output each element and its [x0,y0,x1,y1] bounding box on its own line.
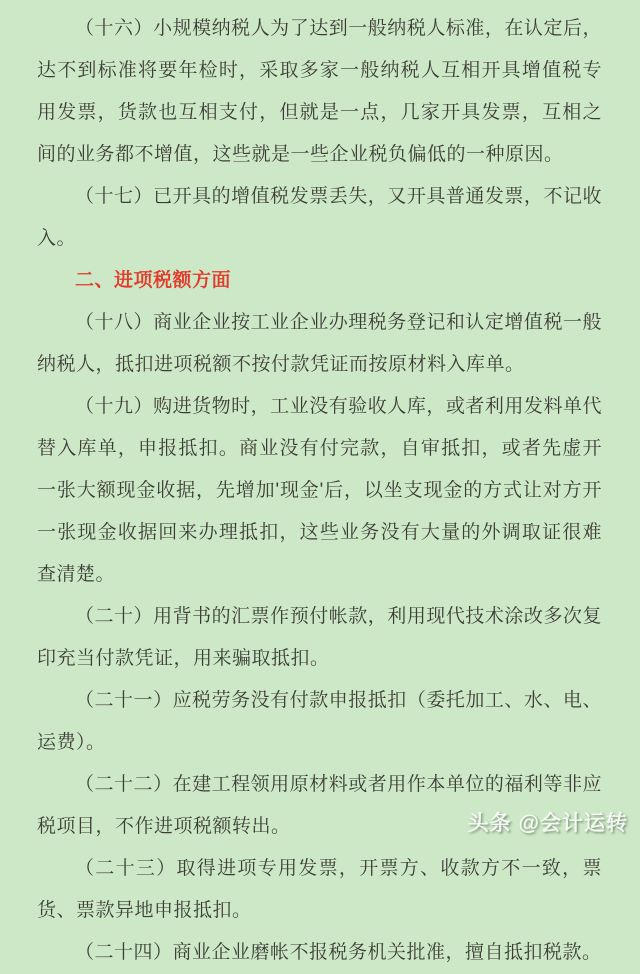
paragraph: （二十二）在建工程领用原材料或者用作本单位的福利等非应税项目，不作进项税额转出。 [37,774,602,837]
toutiao-watermark: 头条 @会计运转 [467,812,628,835]
paragraph: （二十一）应税劳务没有付款申报抵扣（委托加工、水、电、运费）。 [37,690,602,753]
paragraph: （十六）小规模纳税人为了达到一般纳税人标准，在认定后，达不到标准将要年检时，采取多家一般纳税人互相开具增值税专用发票，货款也互相支付，但就是一点，几家开具发票，互相之间的业务都不增值，这些就是一些企业税负偏低的一种原因。 [37,18,602,165]
section-heading: 二、进项税额方面 [75,270,232,291]
paragraph: （二十三）取得进项专用发票，开票方、收款方不一致，票货、票款异地申报抵扣。 [37,858,602,921]
document-body [37,8,602,974]
paragraph: （十七）已开具的增值税发票丢失，又开具普通发票，不记收入。 [37,186,602,249]
paragraph: （十八）商业企业按工业企业办理税务登记和认定增值税一般纳税人，抵扣进项税额不按付款凭证而按原材料入库单。 [37,312,602,375]
paragraph: （二十四）商业企业磨帐不报税务机关批准，擅自抵扣税款。 [75,942,602,963]
paragraph: （二十）用背书的汇票作预付帐款，利用现代技术涂改多次复印充当付款凭证，用来骗取抵扣。 [37,606,602,669]
paragraph: （十九）购进货物时，工业没有验收人库，或者利用发料单代替入库单，申报抵扣。商业没有付完款，自审抵扣，或者先虚开一张大额现金收据，先增加'现金'后，以坐支现金的方式让对方开一张现金收据回来办理抵扣，这些业务没有大量的外调取证很难查清楚。 [37,396,602,585]
